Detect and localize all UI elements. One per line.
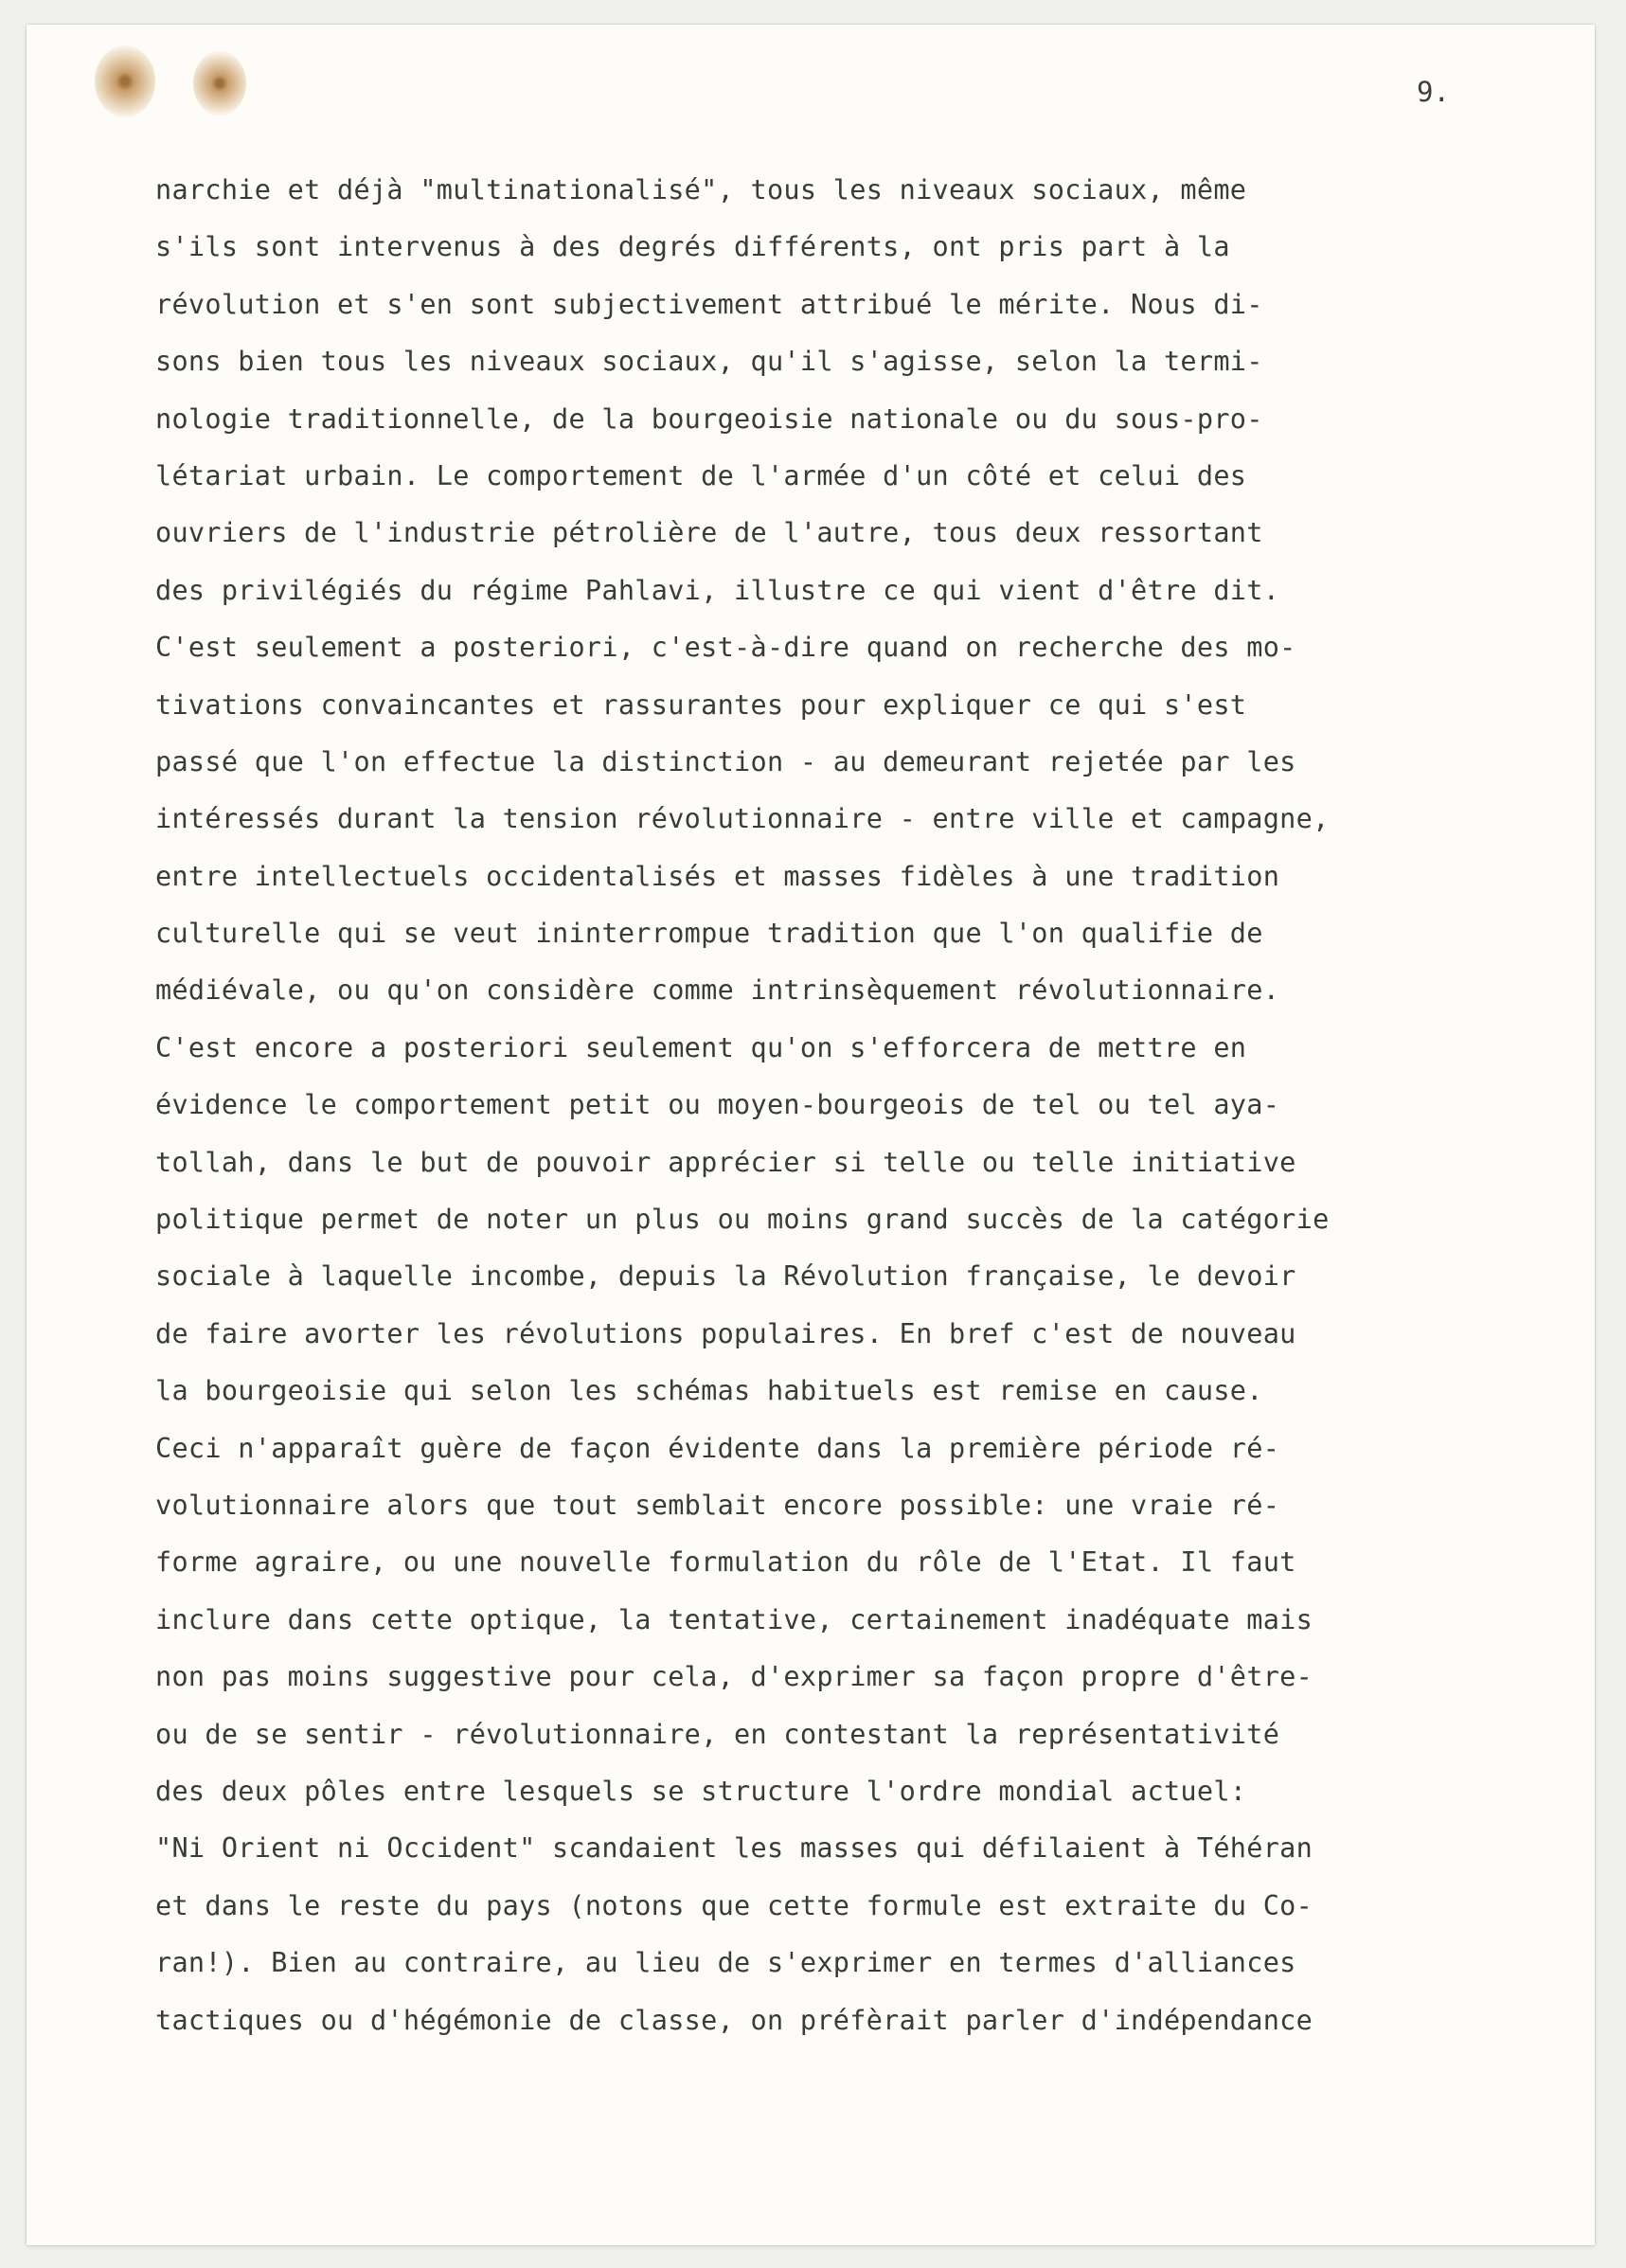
typewritten-page: [27, 25, 1595, 2245]
text-line: Ceci n'apparaît guère de façon évidente dans la première période ré-: [155, 1432, 1280, 1464]
rust-stain: [95, 45, 155, 117]
page-number: 9.: [1417, 76, 1450, 108]
text-line: tactiques ou d'hégémonie de classe, on préfèrait parler d'indépendance: [155, 2004, 1313, 2036]
text-line: passé que l'on effectue la distinction - au demeurant rejetée par les: [155, 745, 1296, 777]
text-line: la bourgeoisie qui selon les schémas habituels est remise en cause.: [155, 1375, 1263, 1407]
text-line: ou de se sentir - révolutionnaire, en contestant la représentativité: [155, 1718, 1280, 1750]
text-line: nologie traditionnelle, de la bourgeoisie nationale ou du sous-pro-: [155, 402, 1263, 435]
text-line: culturelle qui se veut ininterrompue tradition que l'on qualifie de: [155, 918, 1263, 950]
text-line: C'est seulement a posteriori, c'est-à-dire quand on recherche des mo-: [155, 632, 1296, 664]
text-line: ran!). Bien au contraire, au lieu de s'exprimer en termes d'alliances: [155, 1947, 1296, 1979]
text-line: médiévale, ou qu'on considère comme intrinsèquement révolutionnaire.: [155, 974, 1280, 1007]
text-line: sociale à laquelle incombe, depuis la Révolution française, le devoir: [155, 1260, 1296, 1293]
text-line: "Ni Orient ni Occident" scandaient les masses qui défilaient à Téhéran: [155, 1832, 1313, 1865]
text-line: intéressés durant la tension révolutionnaire - entre ville et campagne,: [155, 803, 1330, 835]
text-line: inclure dans cette optique, la tentative, certainement inadéquate mais: [155, 1603, 1313, 1635]
text-line: tollah, dans le but de pouvoir apprécier si telle ou telle initiative: [155, 1146, 1296, 1178]
text-line: de faire avorter les révolutions populaires. En bref c'est de nouveau: [155, 1317, 1296, 1349]
text-line: des deux pôles entre lesquels se structure l'ordre mondial actuel:: [155, 1775, 1247, 1807]
text-line: volutionnaire alors que tout semblait encore possible: une vraie ré-: [155, 1489, 1280, 1521]
text-line: C'est encore a posteriori seulement qu'on s'efforcera de mettre en: [155, 1031, 1247, 1063]
text-line: tivations convaincantes et rassurantes pour expliquer ce qui s'est: [155, 688, 1247, 721]
text-line: et dans le reste du pays (notons que cette formule est extraite du Co-: [155, 1889, 1313, 1921]
text-line: entre intellectuels occidentalisés et masses fidèles à une tradition: [155, 860, 1280, 892]
body-text: [155, 162, 1576, 2049]
text-line: sons bien tous les niveaux sociaux, qu'il s'agisse, selon la termi-: [155, 346, 1263, 378]
text-line: non pas moins suggestive pour cela, d'exprimer sa façon propre d'être-: [155, 1661, 1313, 1693]
text-line: ouvriers de l'industrie pétrolière de l'autre, tous deux ressortant: [155, 517, 1263, 549]
text-line: narchie et déjà "multinationalisé", tous les niveaux sociaux, même: [155, 174, 1247, 205]
text-line: évidence le comportement petit ou moyen-bourgeois de tel ou tel aya-: [155, 1089, 1280, 1121]
text-line: des privilégiés du régime Pahlavi, illustre ce qui vient d'être dit.: [155, 574, 1280, 606]
text-line: s'ils sont intervenus à des degrés différents, ont pris part à la: [155, 231, 1230, 263]
text-line: révolution et s'en sont subjectivement attribué le mérite. Nous di-: [155, 288, 1263, 320]
text-line: létariat urbain. Le comportement de l'armée d'un côté et celui des: [155, 459, 1247, 491]
text-line: politique permet de noter un plus ou moins grand succès de la catégorie: [155, 1204, 1330, 1236]
text-line: forme agraire, ou une nouvelle formulation du rôle de l'Etat. Il faut: [155, 1546, 1296, 1579]
rust-stain: [193, 51, 246, 116]
